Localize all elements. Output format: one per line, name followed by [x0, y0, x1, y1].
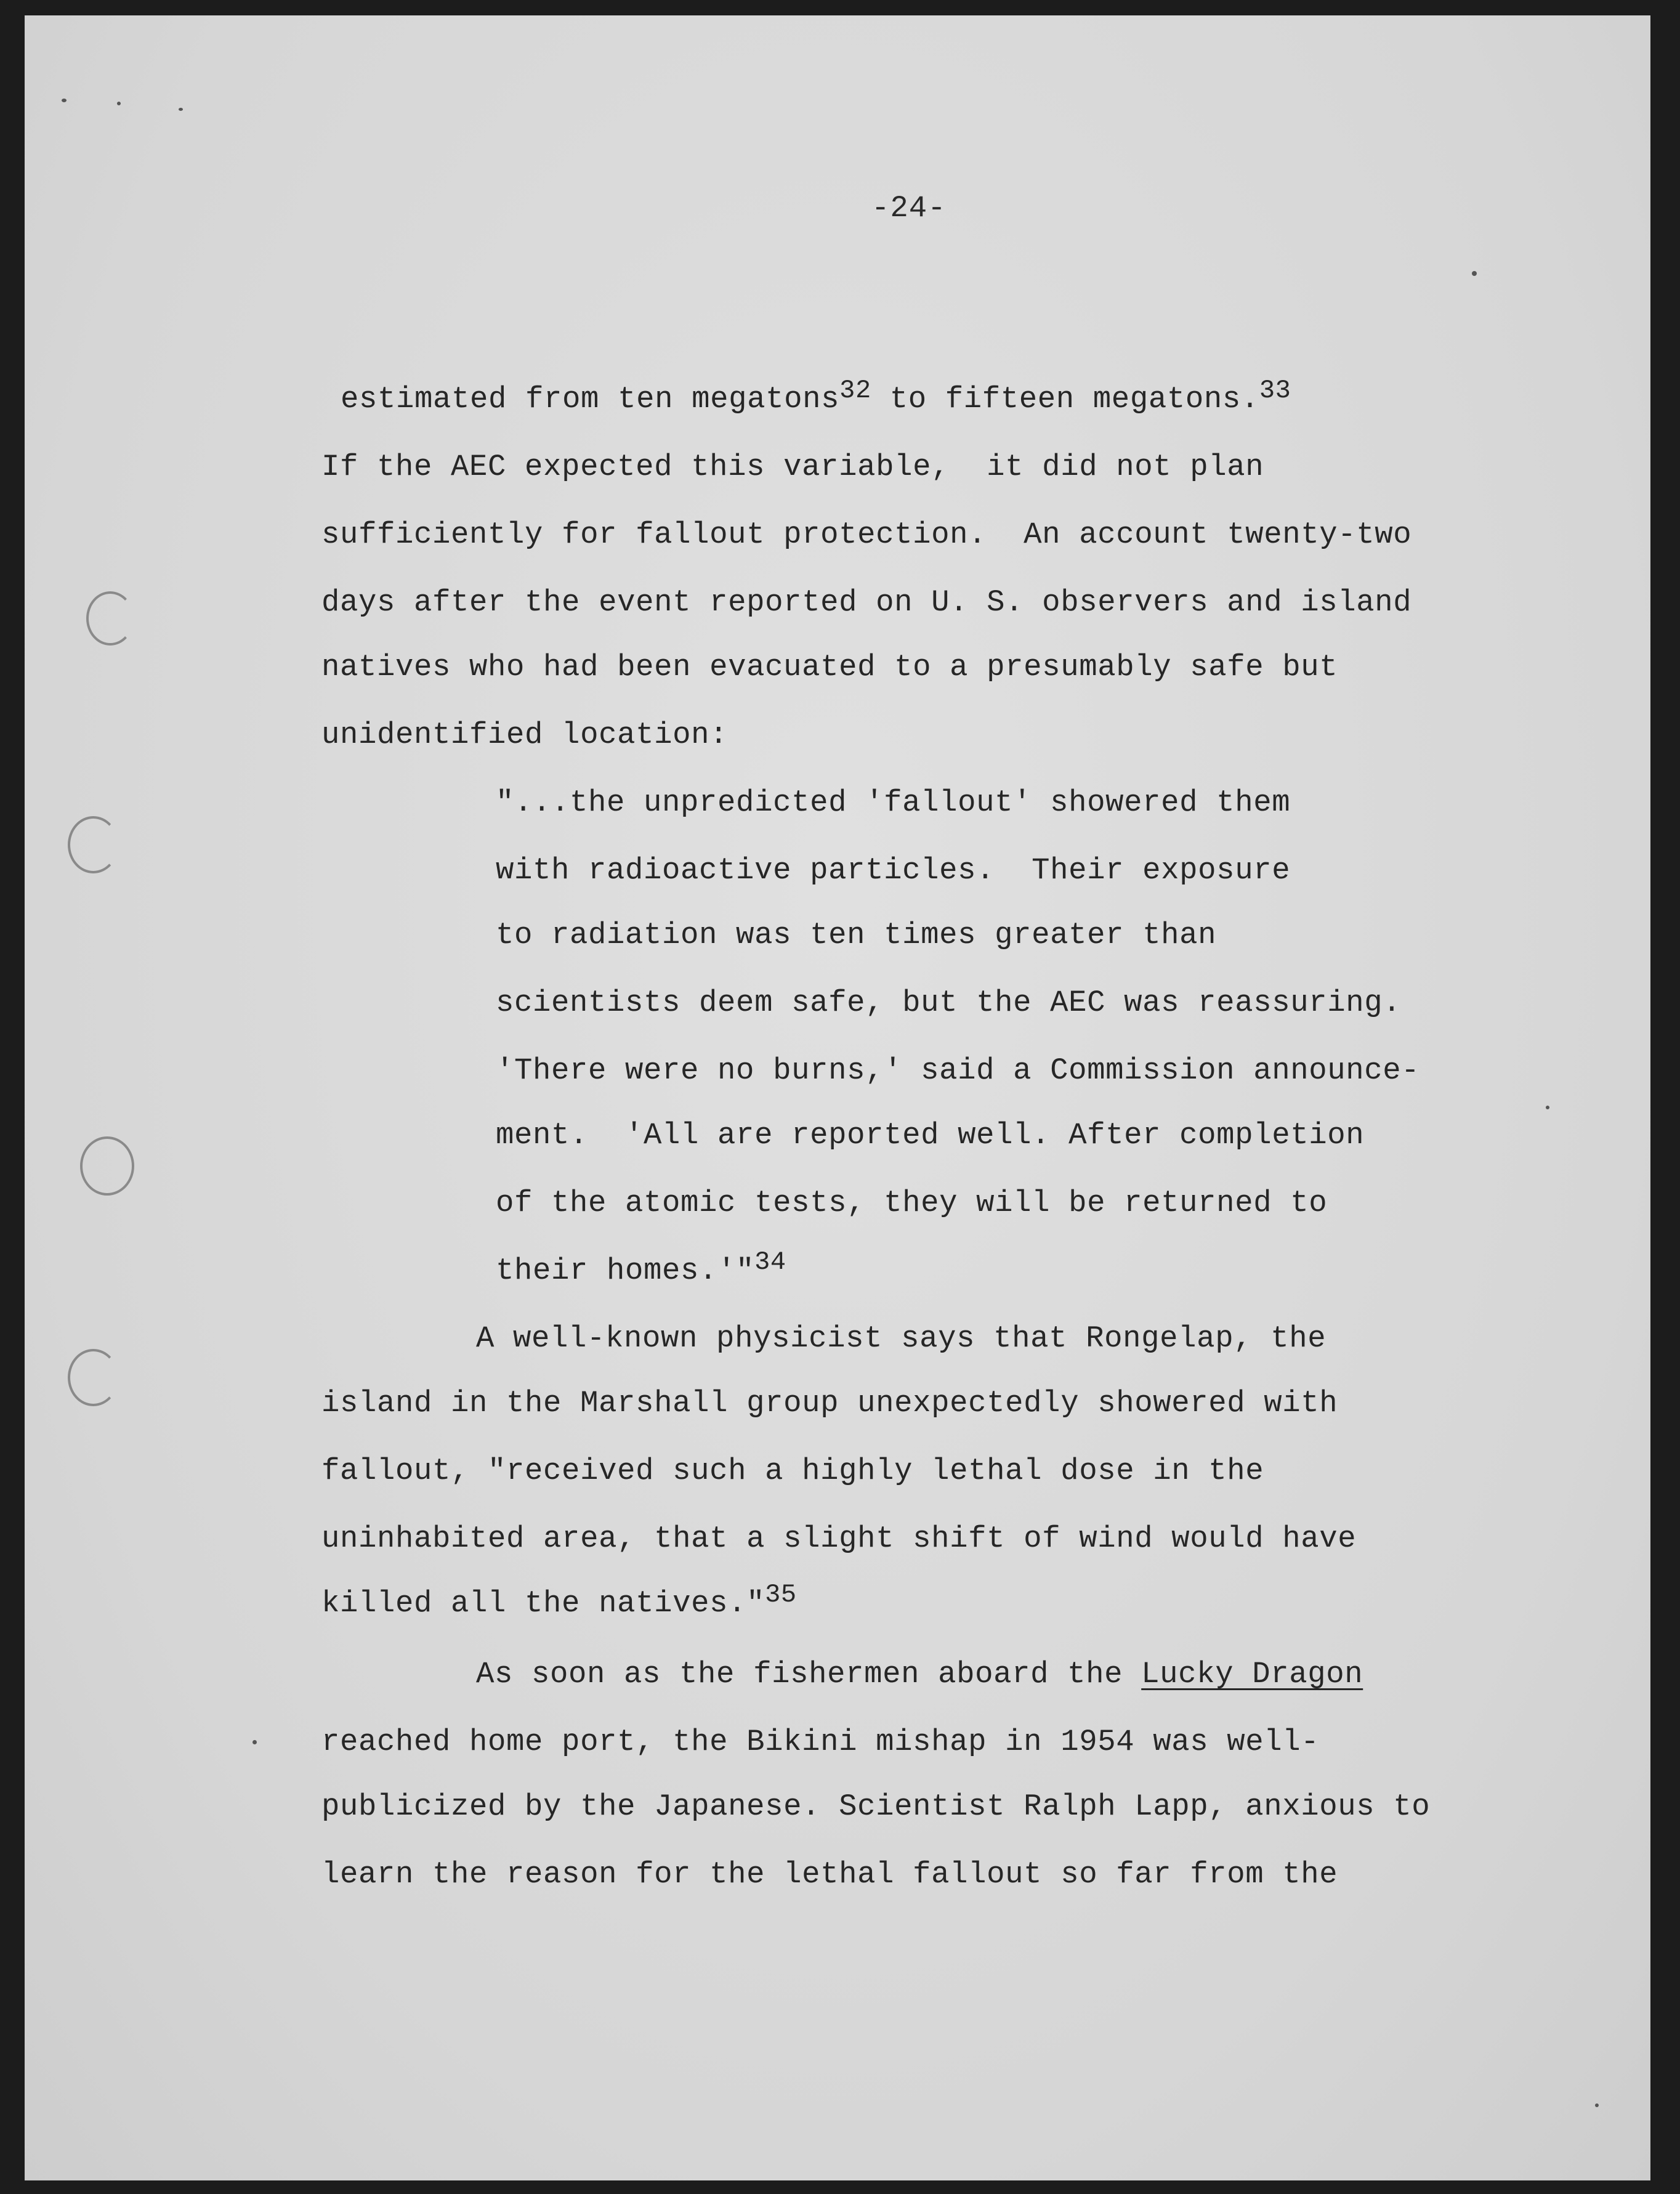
quote-line: 'There were no burns,' said a Commission announce- [496, 1053, 1420, 1088]
text-line: publicized by the Japanese. Scientist Ralph Lapp, anxious to [321, 1789, 1431, 1824]
text-run: As soon as the fishermen aboard the [476, 1657, 1142, 1691]
text-line: days after the event reported on U. S. observers and island [321, 585, 1412, 620]
quote-line [496, 1247, 786, 1288]
quote-line: to radiation was ten times greater than [496, 918, 1217, 952]
punch-hole-3 [80, 1136, 134, 1196]
footnote-ref: 33 [1259, 376, 1291, 405]
text-line: unidentified location: [321, 718, 729, 752]
footnote-ref: 32 [839, 376, 871, 405]
text-line [476, 1657, 1363, 1691]
speck [62, 99, 67, 102]
punch-hole-1 [86, 591, 134, 646]
text-line: A well-known physicist says that Rongelap, the [476, 1321, 1327, 1356]
quote-line: with radioactive particles. Their exposure [496, 853, 1291, 888]
speck [252, 1740, 257, 1744]
speck [179, 108, 183, 111]
text-run: estimated from ten megatons [341, 382, 840, 416]
footnote-ref: 34 [754, 1247, 786, 1277]
quote-line: "...the unpredicted 'fallout' showered them [496, 785, 1291, 820]
text-run: their homes.'" [496, 1253, 755, 1288]
text-line: fallout, "received such a highly lethal dose in the [321, 1454, 1264, 1488]
text-line: If the AEC expected this variable, it did not plan [321, 450, 1264, 484]
speck [117, 102, 121, 105]
quote-line: scientists deem safe, but the AEC was reassuring. [496, 986, 1402, 1020]
document-page [25, 15, 1650, 2180]
text-line: sufficiently for fallout protection. An account twenty-two [321, 517, 1412, 552]
text-run: to fifteen megatons. [871, 382, 1259, 416]
quote-line: ment. 'All are reported well. After completion [496, 1118, 1365, 1152]
page-number: -24- [871, 191, 947, 225]
text-line: reached home port, the Bikini mishap in 1954 was well- [321, 1725, 1320, 1759]
text-line [341, 376, 1291, 416]
text-line: learn the reason for the lethal fallout so far from the [321, 1857, 1338, 1892]
text-line: uninhabited area, that a slight shift of wind would have [321, 1521, 1357, 1556]
punch-hole-4 [68, 1349, 119, 1406]
quote-line: of the atomic tests, they will be returned to [496, 1186, 1328, 1220]
text-line: natives who had been evacuated to a presumably safe but [321, 650, 1338, 684]
speck [1546, 1106, 1549, 1109]
speck [1472, 271, 1477, 276]
text-line [321, 1580, 797, 1621]
ship-name-title: Lucky Dragon [1141, 1657, 1363, 1691]
speck [1595, 2103, 1599, 2107]
text-line: island in the Marshall group unexpectedly showered with [321, 1386, 1338, 1420]
punch-hole-2 [68, 816, 119, 873]
footnote-ref: 35 [765, 1580, 797, 1609]
text-run: killed all the natives." [321, 1586, 765, 1621]
